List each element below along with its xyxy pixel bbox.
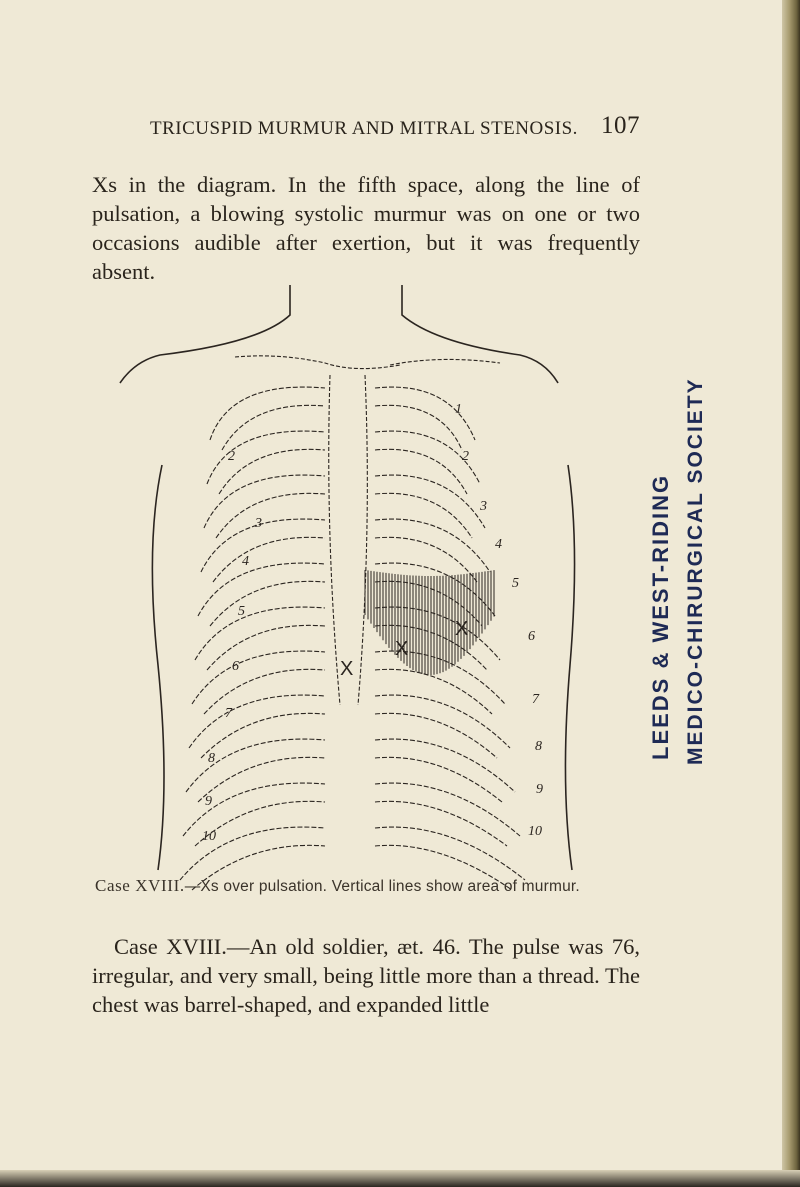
left-rib-outline xyxy=(222,405,325,450)
caption-case-label: Case XVIII. xyxy=(95,876,185,895)
right-rib-label: 4 xyxy=(495,537,502,552)
paragraph-1: Xs in the diagram. In the fifth space, along the line of pulsation, a blowing systolic murmur was on one or two occasions audible after exertion, but it was frequently absent. xyxy=(92,172,640,284)
right-rib-outline xyxy=(375,739,515,792)
left-rib-label: 3 xyxy=(255,516,262,531)
figure-caption xyxy=(95,876,655,896)
left-rib-outline xyxy=(201,519,325,572)
left-rib-outline xyxy=(213,537,325,582)
left-rib-label: 9 xyxy=(205,794,212,809)
caption-text: —Xs over pulsation. Vertical lines show area of murmur. xyxy=(184,878,580,895)
ribcage-figure xyxy=(140,285,543,875)
right-rib-outline xyxy=(375,713,497,758)
neck-right xyxy=(402,285,558,383)
right-rib-label: 5 xyxy=(512,576,519,591)
right-rib-outline xyxy=(375,405,462,450)
right-rib-outline xyxy=(375,537,477,582)
pulsation-mark: X xyxy=(395,638,409,660)
right-rib-outline xyxy=(375,695,510,748)
left-rib-label: 7 xyxy=(225,706,232,721)
right-rib-label: 3 xyxy=(480,499,487,514)
right-rib-outline xyxy=(375,827,525,880)
right-rib-label: 8 xyxy=(535,739,542,754)
paragraph-2: Case XVIII.—An old soldier, æt. 46. The pulse was 76, irregular, and very small, being little more than a thread. The chest was barrel-shaped, and expanded little xyxy=(92,934,640,1017)
left-rib-outline xyxy=(204,475,325,528)
right-rib-outline xyxy=(375,493,472,538)
page-edge-right xyxy=(782,0,800,1187)
right-rib-label: 10 xyxy=(528,824,542,839)
page-number: 107 xyxy=(601,112,640,139)
left-rib-label: 10 xyxy=(202,829,216,844)
pulsation-mark: X xyxy=(455,618,469,640)
chest-wall-right xyxy=(565,465,574,870)
running-title: TRICUSPID MURMUR AND MITRAL STENOSIS. xyxy=(150,118,578,139)
right-rib-label: 2 xyxy=(462,449,469,464)
right-rib-outline xyxy=(375,449,467,494)
page-edge-bottom xyxy=(0,1170,800,1187)
left-rib-label: 2 xyxy=(228,449,235,464)
left-rib-outline xyxy=(210,387,325,440)
stamp-line-1: LEEDS & WEST-RIDING xyxy=(648,473,673,760)
left-rib-outline xyxy=(198,757,325,802)
left-rib-outline xyxy=(216,493,325,538)
sternum-right-edge xyxy=(358,375,367,705)
clavicle-left xyxy=(235,356,400,369)
right-rib-outline xyxy=(375,783,520,836)
left-rib-outline xyxy=(210,581,325,626)
left-rib-outline xyxy=(201,713,325,758)
left-rib-outline xyxy=(207,625,325,670)
right-rib-label: 9 xyxy=(536,782,543,797)
left-rib-label: 8 xyxy=(208,751,215,766)
right-rib-label: 7 xyxy=(532,692,539,707)
left-rib-outline xyxy=(207,431,325,484)
right-rib-outline xyxy=(375,669,492,714)
right-rib-label: 1 xyxy=(455,402,462,417)
sternum-left-edge xyxy=(329,375,340,705)
stamp-line-2: MEDICO-CHIRURGICAL SOCIETY xyxy=(684,377,707,765)
left-rib-outline xyxy=(204,669,325,714)
right-rib-outline xyxy=(375,563,495,616)
library-stamp xyxy=(640,377,720,765)
right-rib-outline xyxy=(375,757,502,802)
left-rib-outline xyxy=(186,739,325,792)
clavicle-right xyxy=(390,359,500,365)
chest-wall-left xyxy=(152,465,164,870)
neck-left xyxy=(120,285,290,383)
right-rib-label: 6 xyxy=(528,629,535,644)
left-rib-label: 4 xyxy=(242,554,249,569)
right-rib-outline xyxy=(375,801,507,846)
left-rib-label: 6 xyxy=(232,659,239,674)
left-rib-label: 5 xyxy=(238,604,245,619)
pulsation-mark: X xyxy=(340,658,354,680)
chest-diagram xyxy=(140,285,543,879)
